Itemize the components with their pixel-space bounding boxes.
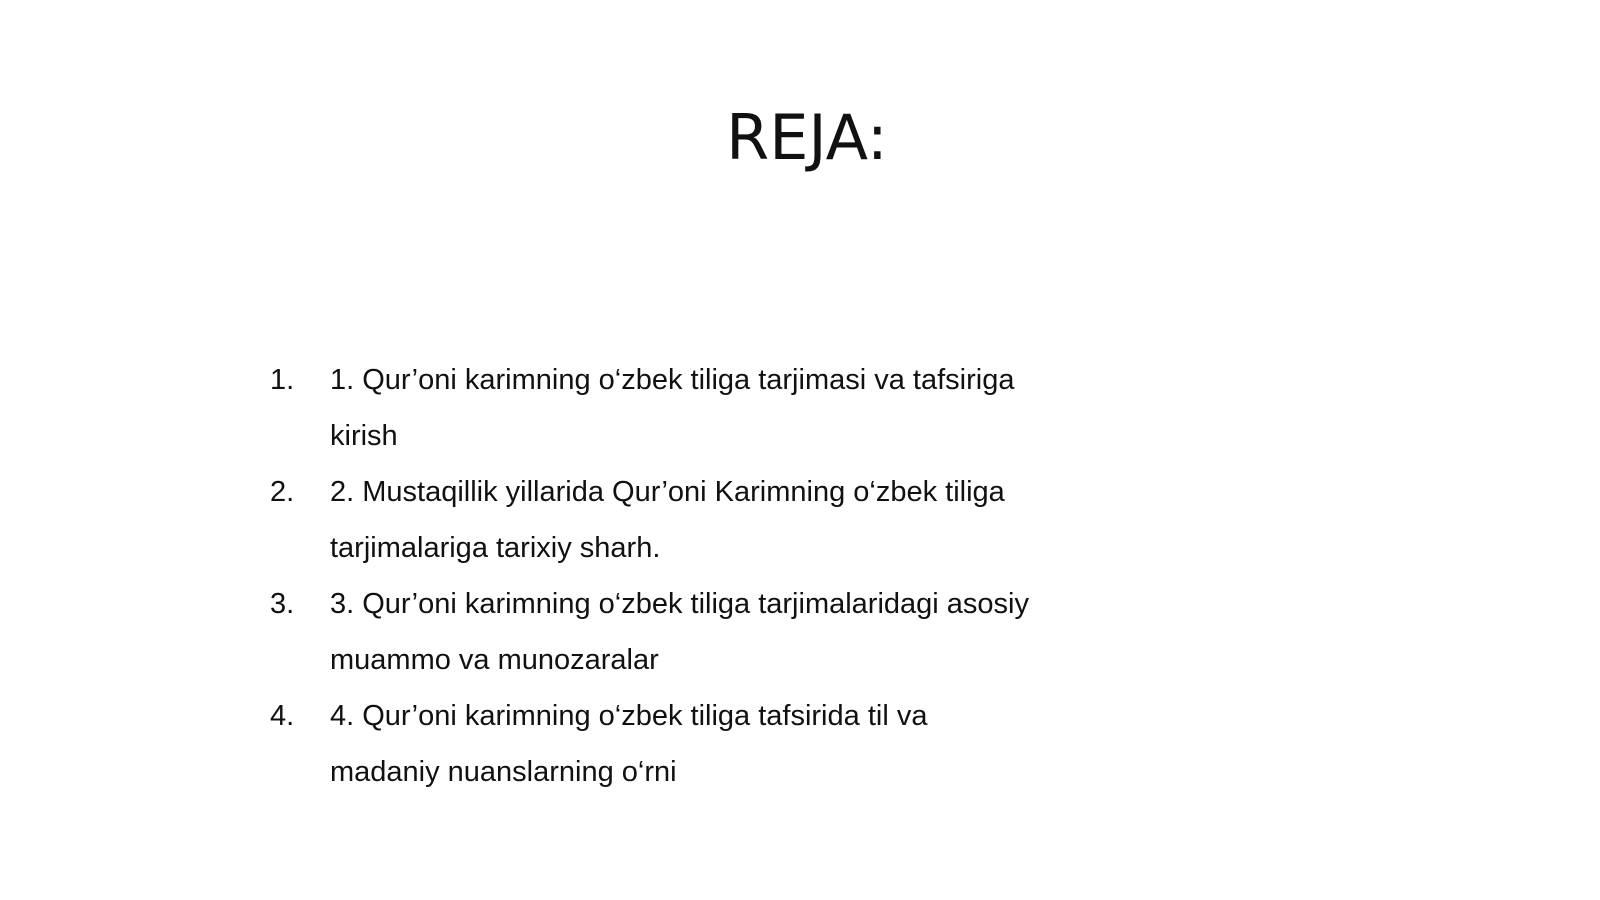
list-item-text: 3. Qur’oni karimning o‘zbek tiliga tarjimalaridagi asosiy muammo va munozaralar (330, 588, 1029, 676)
list-item-number: 3. (270, 588, 295, 620)
list-item-text: 2. Mustaqillik yillarida Qur’oni Karimning o‘zbek tiliga tarjimalariga tarixiy sharh. (330, 476, 1005, 564)
list-item-number: 1. (270, 364, 295, 396)
list-item-text: 1. Qur’oni karimning o‘zbek tiliga tarjimasi va tafsiriga kirish (330, 364, 1015, 452)
plan-list (270, 352, 1030, 800)
slide-title: REJA: (726, 101, 888, 174)
list-item (270, 352, 1030, 464)
list-item-number: 2. (270, 476, 295, 508)
list-item-number: 4. (270, 700, 295, 732)
list-item (270, 688, 1030, 800)
list-item (270, 464, 1030, 576)
list-item (270, 576, 1030, 688)
list-item-text: 4. Qur’oni karimning o‘zbek tiliga tafsirida til va madaniy nuanslarning o‘rni (330, 700, 928, 788)
